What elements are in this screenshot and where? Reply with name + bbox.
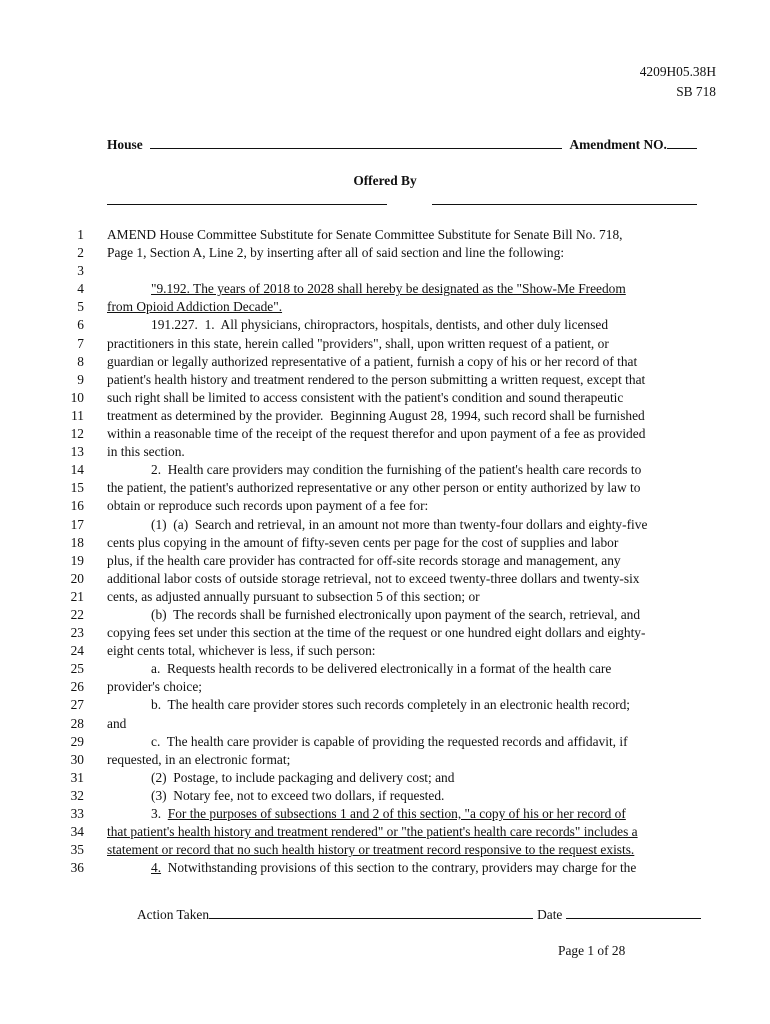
text-line [60,245,720,263]
document-id-block [640,62,716,102]
line-text [107,571,640,587]
text-line [60,227,720,245]
line-number: 11 [71,407,84,423]
text-line [60,806,720,824]
line-number: 21 [70,588,84,604]
line-text-segment: c. The health care provider is capable of providing the requested records and affidavit, if [151,733,628,749]
text-line [60,607,720,625]
line-text [107,679,202,695]
line-text-segment: eight cents total, whichever is less, if such person: [107,643,376,659]
line-text-segment: copying fees set under this section at the time of the request or one hundred eight dollars and eighty- [107,625,646,641]
text-line [60,299,720,317]
line-number: 18 [70,534,84,550]
line-text [107,625,645,641]
line-text [151,860,636,876]
line-number: 4 [77,281,84,297]
document-id: 4209H05.38H [639,64,716,79]
line-number: 33 [70,806,84,821]
text-line [60,752,720,770]
action-taken-label: Action Taken [137,907,210,922]
line-number: 23 [70,625,84,641]
line-text [151,607,640,623]
text-line [60,498,720,516]
text-line [60,734,720,752]
text-line [60,697,720,715]
line-number: 12 [70,426,84,442]
line-number: 6 [77,317,84,333]
page-number: Page 1 of 28 [558,943,626,958]
line-number: 34 [70,824,84,840]
line-text-segment: treatment as determined by the provider. Beginning August 28, 1994, such record shall be furnished [107,407,645,423]
line-text [151,317,608,333]
text-line [60,336,720,354]
line-text-segment: 2. Health care providers may condition the furnishing of the patient's health care records to [151,462,642,478]
line-text-segment: plus, if the health care provider has contracted for off-site records storage and management, any [107,552,621,568]
house-blank [150,136,562,149]
line-text-segment: requested, in an electronic format; [107,751,291,767]
line-number: 22 [70,606,84,622]
text-line [60,643,720,661]
text-line [60,390,720,408]
text-line [60,354,720,372]
line-number: 30 [70,751,84,767]
action-taken-blank [209,906,533,919]
text-line [60,589,720,607]
line-text [151,788,444,804]
line-text-segment: additional labor costs of outside storage retrieval, not to exceed twenty-three dollars and twenty-six [107,570,640,586]
line-number: 19 [70,552,84,568]
text-line [60,625,720,643]
line-text-segment: and [107,715,127,731]
amendment-text-body [60,227,720,878]
line-text [107,498,428,514]
inserted-text: 4. [151,860,162,876]
line-text [107,480,640,496]
line-text-segment: (3) Notary fee, not to exceed two dollars, if requested. [151,787,445,803]
line-text [107,716,126,732]
line-text-segment: provider's choice; [107,679,202,695]
line-text [107,426,645,442]
inserted-text: For the purposes of subsections 1 and 2 of this section, "a copy of his or her record of [167,806,626,821]
line-number: 10 [70,389,84,405]
offered-by-label: Offered By [353,173,417,188]
line-text-segment: guardian or legally authorized representative of a patient, furnish a copy of his or her record of that [107,353,638,369]
line-text-segment: AMEND House Committee Substitute for Senate Committee Substitute for Senate Bill No. 718, [107,227,623,242]
line-text [107,444,185,460]
line-text [107,643,376,659]
text-line [60,571,720,589]
line-number: 7 [77,335,84,351]
text-line [60,281,720,299]
line-text [107,245,564,261]
line-number: 15 [70,480,84,496]
text-line [60,444,720,462]
line-number: 14 [70,462,84,478]
line-text [151,697,630,713]
inserted-text: statement or record that no such health history or treatment record responsive to the request exists. [107,842,635,858]
line-text [151,770,454,786]
text-line [60,517,720,535]
text-line [60,661,720,679]
line-text-segment: practitioners in this state, herein called "providers", shall, upon written request of a patient, or [107,335,609,351]
line-number: 13 [70,444,84,460]
line-text [107,824,638,840]
line-text-segment: (2) Postage, to include packaging and delivery cost; and [151,769,455,785]
line-text [107,299,282,315]
text-line [60,716,720,734]
line-text [151,462,641,478]
line-number: 3 [77,263,84,279]
line-text-segment: (1) (a) Search and retrieval, in an amount not more than twenty-four dollars and eighty-five [151,516,648,532]
text-line [60,535,720,553]
line-text-segment: such right shall be limited to access consistent with the patient's condition and sound therapeutic [107,389,624,405]
line-number: 16 [70,498,84,514]
text-line [60,408,720,426]
line-text [107,408,645,424]
line-text-segment: cents plus copying in the amount of fifty-seven cents per page for the cost of supplies and labor [107,534,619,550]
text-line [60,426,720,444]
line-number: 2 [77,245,84,261]
line-text-segment: Page 1, Section A, Line 2, by inserting after all of said section and line the following: [107,245,565,261]
line-number: 1 [77,227,84,242]
text-line [60,480,720,498]
line-text [151,661,611,677]
line-number: 27 [70,697,84,713]
house-label: House [107,137,143,152]
text-line [60,462,720,480]
text-line [60,788,720,806]
action-taken-line [137,906,701,923]
date-blank [566,906,701,919]
line-number: 32 [70,787,84,803]
text-line [60,860,720,878]
line-text-segment: obtain or reproduce such records upon payment of a fee for: [107,498,429,514]
line-text [151,734,628,750]
line-text [107,336,609,352]
line-text [151,517,647,533]
text-line [60,824,720,842]
amendment-label: Amendment NO. [569,137,667,152]
text-line [60,679,720,697]
bill-number: SB 718 [676,84,716,99]
line-number: 8 [77,353,84,369]
inserted-text: "9.192. The years of 2018 to 2028 shall hereby be designated as the "Show-Me Freedom [151,281,626,297]
text-line [60,842,720,860]
line-text [151,806,626,822]
line-number: 25 [70,661,84,677]
line-text-segment: 3. [151,806,168,821]
line-text [107,553,621,569]
line-text-segment: a. Requests health records to be delivered electronically in a format of the health care [151,661,612,677]
line-text [107,354,637,370]
line-number: 35 [70,842,84,858]
amendment-number-blank [667,136,697,149]
offered-by-line-left [107,204,387,205]
line-text-segment: b. The health care provider stores such records completely in an electronic health record; [151,697,631,713]
text-line [60,263,720,281]
line-number: 28 [70,715,84,731]
text-line [60,770,720,788]
line-number: 26 [70,679,84,695]
line-text-segment: cents, as adjusted annually pursuant to subsection 5 of this section; or [107,588,480,604]
house-amendment-line [107,136,712,153]
line-text [107,589,480,605]
line-text-segment: Notwithstanding provisions of this section to the contrary, providers may charge for the [161,860,637,876]
line-number: 9 [77,371,84,387]
line-text [107,752,290,768]
line-number: 20 [70,570,84,586]
line-number: 36 [70,860,84,876]
line-text [107,390,623,406]
line-text [107,372,645,388]
line-number: 31 [70,769,84,785]
line-text-segment: the patient, the patient's authorized representative or any other person or entity authorized by law to [107,480,641,496]
text-line [60,372,720,390]
line-number: 24 [70,643,84,659]
inserted-text: that patient's health history and treatment rendered" or "the patient's health care records" includes a [107,824,638,840]
offered-by-line-right [432,204,697,205]
line-text [107,535,618,551]
line-text [107,227,623,243]
line-text-segment: (b) The records shall be furnished electronically upon payment of the search, retrieval, and [151,606,641,622]
line-text-segment: in this section. [107,444,185,460]
inserted-text: from Opioid Addiction Decade". [107,299,283,315]
line-text-segment: within a reasonable time of the receipt of the request therefor and upon payment of a fee as provided [107,426,646,442]
line-number: 29 [70,733,84,749]
date-label: Date [537,907,563,922]
line-number: 5 [77,299,84,315]
text-line [60,317,720,335]
line-text-segment: patient's health history and treatment rendered to the person submitting a written request, except that [107,371,646,387]
line-text [151,281,626,297]
text-line [60,553,720,571]
line-text [107,842,634,858]
line-number: 17 [70,516,84,532]
line-text-segment: 191.227. 1. All physicians, chiropractors, hospitals, dentists, and other duly licensed [151,317,609,333]
